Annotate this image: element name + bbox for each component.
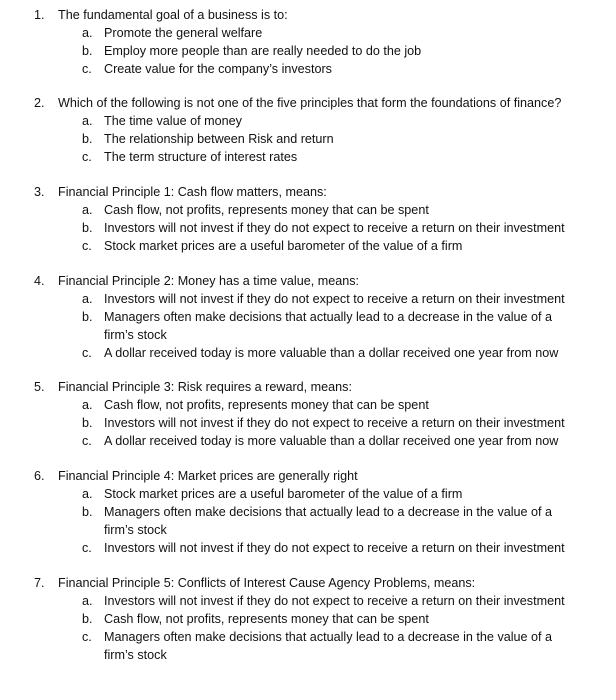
option-letter: c. bbox=[82, 239, 92, 253]
question-number: 6. bbox=[34, 469, 45, 483]
option-letter: a. bbox=[82, 114, 93, 128]
question-number: 5. bbox=[34, 380, 45, 394]
option-letter: b. bbox=[82, 310, 93, 324]
question-text: Financial Principle 4: Market prices are generally right bbox=[58, 469, 358, 483]
option-text: Investors will not invest if they do not expect to receive a return on their investment bbox=[104, 594, 565, 608]
option-text: Investors will not invest if they do not expect to receive a return on their investment bbox=[104, 292, 565, 306]
option-text: Promote the general welfare bbox=[104, 26, 263, 40]
option-text: Investors will not invest if they do not expect to receive a return on their investment bbox=[104, 221, 565, 235]
question-text: Which of the following is not one of the five principles that form the foundations of finance? bbox=[58, 96, 562, 110]
option-text: Managers often make decisions that actually lead to a decrease in the value of a firm’s stock bbox=[104, 310, 553, 342]
option-letter: a. bbox=[82, 594, 93, 608]
question-number: 7. bbox=[34, 576, 45, 590]
option-letter: b. bbox=[82, 132, 93, 146]
option-text: A dollar received today is more valuable than a dollar received one year from now bbox=[104, 346, 559, 360]
question-text: Financial Principle 1: Cash flow matters, means: bbox=[58, 185, 327, 199]
question-text: Financial Principle 3: Risk requires a reward, means: bbox=[58, 380, 352, 394]
option-letter: c. bbox=[82, 434, 92, 448]
question-number: 2. bbox=[34, 96, 45, 110]
option-letter: b. bbox=[82, 505, 93, 519]
option-text: A dollar received today is more valuable than a dollar received one year from now bbox=[104, 434, 559, 448]
option-letter: b. bbox=[82, 44, 93, 58]
option-letter: b. bbox=[82, 221, 93, 235]
option-letter: c. bbox=[82, 62, 92, 76]
option-letter: a. bbox=[82, 26, 93, 40]
option-text: The term structure of interest rates bbox=[104, 150, 298, 164]
option-text: Cash flow, not profits, represents money that can be spent bbox=[104, 612, 429, 626]
question-number: 4. bbox=[34, 274, 45, 288]
question-text: Financial Principle 2: Money has a time value, means: bbox=[58, 274, 359, 288]
option-letter: c. bbox=[82, 346, 92, 360]
option-text: Managers often make decisions that actually lead to a decrease in the value of a firm’s stock bbox=[104, 630, 553, 662]
option-text: The time value of money bbox=[104, 114, 242, 128]
option-text: Stock market prices are a useful barometer of the value of a firm bbox=[104, 239, 463, 253]
question-number: 1. bbox=[34, 8, 45, 22]
option-letter: a. bbox=[82, 203, 93, 217]
question-text: Financial Principle 5: Conflicts of Interest Cause Agency Problems, means: bbox=[58, 576, 476, 590]
option-text: Employ more people than are really needed to do the job bbox=[104, 44, 422, 58]
option-letter: a. bbox=[82, 292, 93, 306]
option-text: Cash flow, not profits, represents money that can be spent bbox=[104, 398, 429, 412]
option-letter: c. bbox=[82, 541, 92, 555]
option-text: The relationship between Risk and return bbox=[104, 132, 334, 146]
option-text: Managers often make decisions that actually lead to a decrease in the value of a firm’s stock bbox=[104, 505, 553, 537]
option-letter: c. bbox=[82, 630, 92, 644]
option-text: Investors will not invest if they do not expect to receive a return on their investment bbox=[104, 416, 565, 430]
option-text: Create value for the company’s investors bbox=[104, 62, 332, 76]
option-letter: a. bbox=[82, 487, 93, 501]
option-text: Stock market prices are a useful barometer of the value of a firm bbox=[104, 487, 463, 501]
option-letter: c. bbox=[82, 150, 92, 164]
option-letter: a. bbox=[82, 398, 93, 412]
option-letter: b. bbox=[82, 416, 93, 430]
question-number: 3. bbox=[34, 185, 45, 199]
question-text: The fundamental goal of a business is to: bbox=[58, 8, 288, 22]
option-letter: b. bbox=[82, 612, 93, 626]
option-text: Investors will not invest if they do not expect to receive a return on their investment bbox=[104, 541, 565, 555]
option-text: Cash flow, not profits, represents money that can be spent bbox=[104, 203, 429, 217]
